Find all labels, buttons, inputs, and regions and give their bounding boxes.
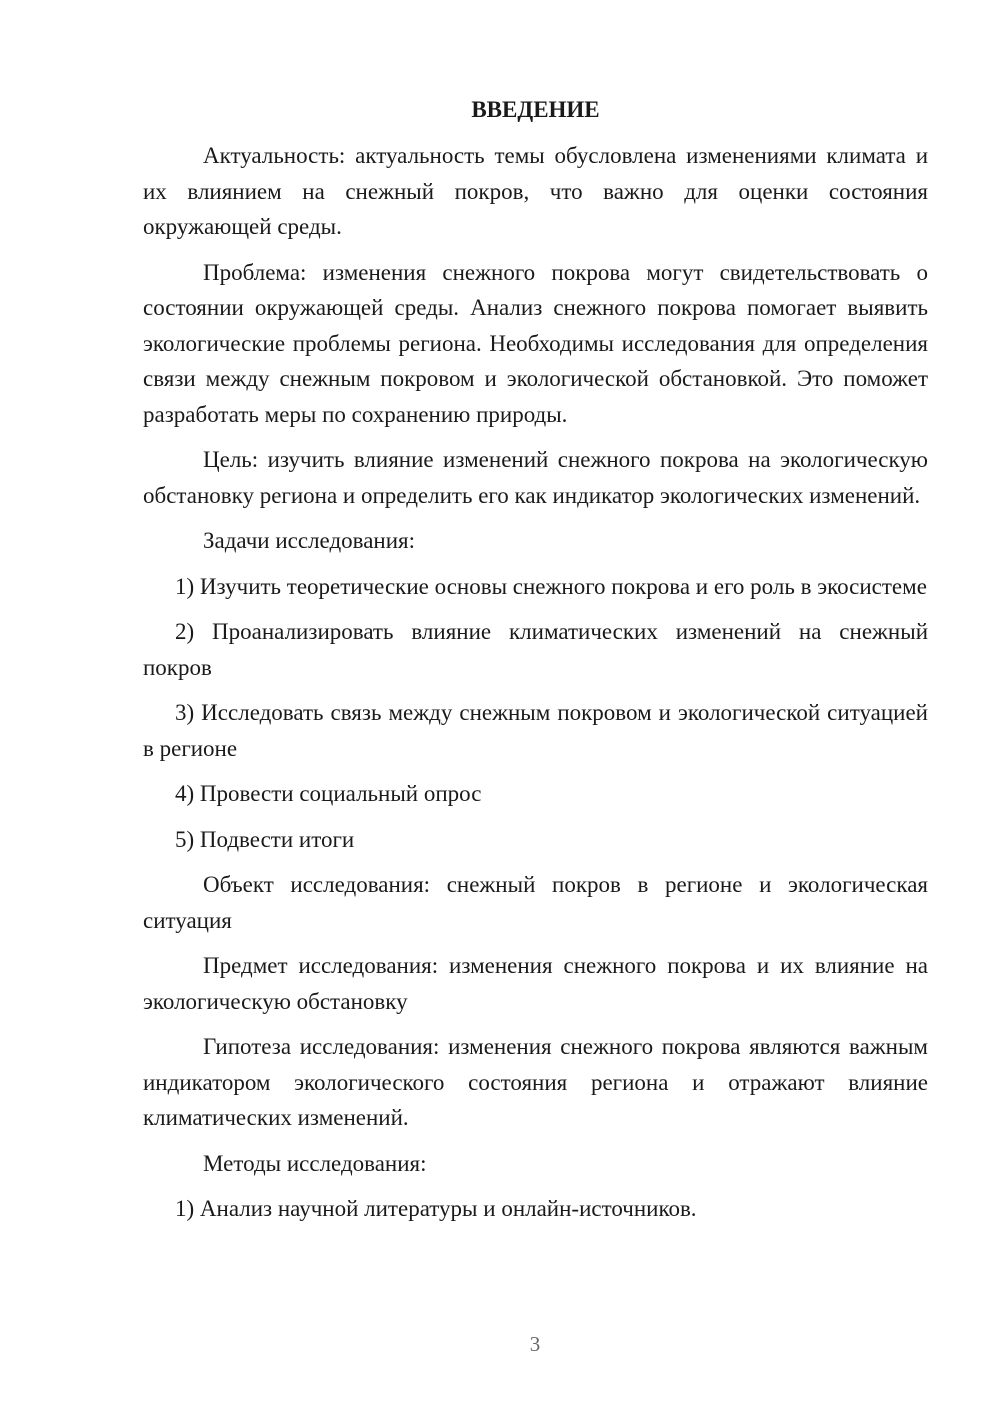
methods-heading: Методы исследования: [203,1150,427,1176]
document-page [143,92,928,1237]
subject-paragraph: Предмет исследования: изменения снежного покрова и их влияние на экологическую обстановку [143,953,928,1014]
problem-paragraph: Проблема: изменения снежного покрова могут свидетельствовать о состоянии окружающей среды. Анализ снежного покрова помогает выявить экологические проблемы региона. Необходимы исследования для определения связи между снежным покровом и экологической обстановкой. Это поможет разработать меры по сохранению природы. [143,259,928,427]
task-item: 5) Подвести итоги [175,826,355,852]
task-item: 2) Проанализировать влияние климатических изменений на снежный покров [143,619,928,680]
goal-paragraph: Цель: изучить влияние изменений снежного покрова на экологическую обстановку региона и определить его как индикатор экологических изменений. [143,447,928,508]
method-item: 1) Анализ научной литературы и онлайн-источников. [175,1196,697,1221]
page-number: 3 [529,1332,541,1356]
object-paragraph: Объект исследования: снежный покров в регионе и экологическая ситуация [143,872,928,933]
task-item: 3) Исследовать связь между снежным покровом и экологической ситуацией в регионе [143,700,928,761]
relevance-paragraph: Актуальность: актуальность темы обусловлена изменениями климата и их влиянием на снежный покров, что важно для оценки состояния окружающей среды. [143,143,928,239]
section-title: ВВЕДЕНИЕ [471,97,600,122]
task-item: 1) Изучить теоретические основы снежного покрова и его роль в экосистеме [175,573,927,599]
tasks-heading: Задачи исследования: [203,528,416,553]
task-item: 4) Провести социальный опрос [175,781,482,806]
hypothesis-paragraph: Гипотеза исследования: изменения снежного покрова являются важным индикатором экологического состояния региона и отражают влияние климатических изменений. [143,1034,928,1130]
